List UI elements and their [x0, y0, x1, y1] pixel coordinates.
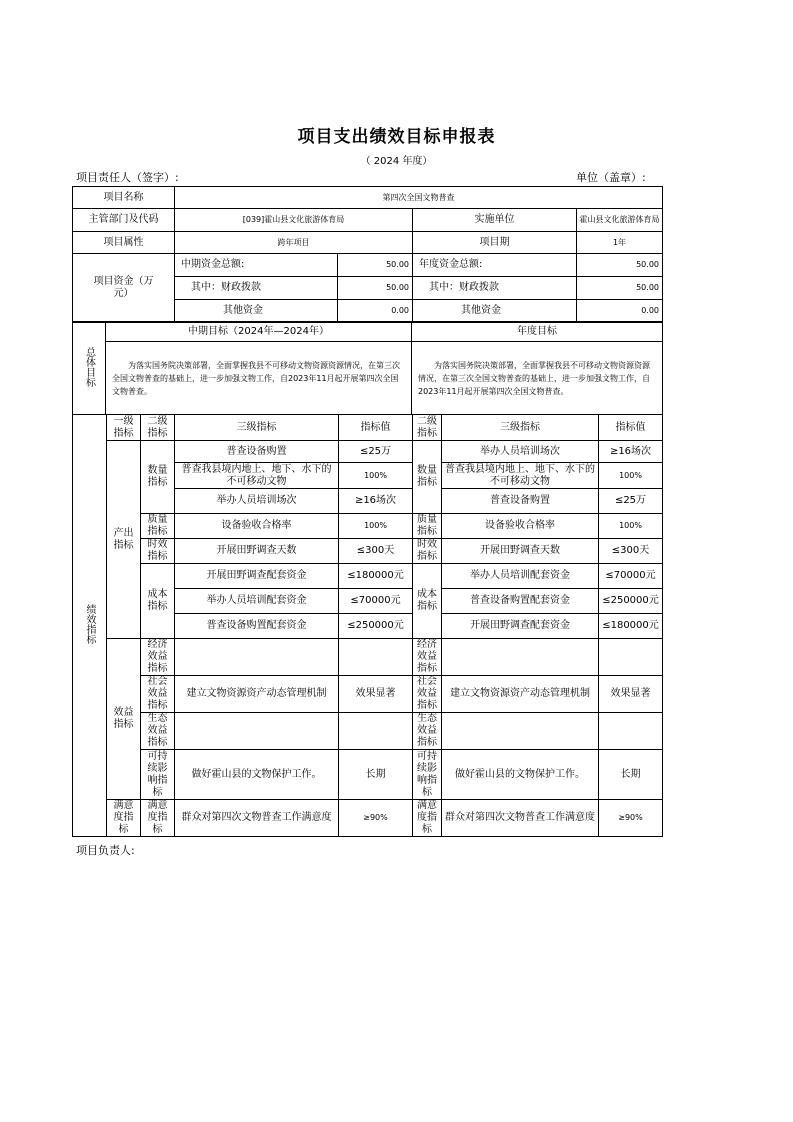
left-q2-value: 100% — [339, 463, 413, 489]
right-c1: 举办人员培训配套资金 — [442, 564, 599, 589]
left-k1-value: 长期 — [339, 750, 413, 800]
timeliness-label-left: 时效指标 — [141, 539, 175, 564]
left-c1: 开展田野调查配套资金 — [175, 564, 339, 589]
cost-label-right: 成本指标 — [413, 564, 442, 639]
left-k1: 做好霍山县的文物保护工作。 — [175, 750, 339, 800]
mid-other-label: 其他资金 — [175, 300, 338, 322]
left-ql1-value: 100% — [339, 514, 413, 539]
left-t1: 开展田野调查天数 — [175, 539, 339, 564]
header-value-right: 指标值 — [599, 415, 663, 441]
header-lvl3-left: 三级指标 — [175, 415, 339, 441]
mid-fiscal-label: 其中：财政拨款 — [175, 277, 338, 300]
year-fiscal-value: 50.00 — [577, 277, 663, 300]
satisfaction-label-right: 满意度指标 — [413, 800, 442, 837]
year-other-label: 其他资金 — [413, 300, 577, 322]
dept-value: [039]霍山县文化旅游体育局 — [175, 209, 413, 232]
left-s1-value: 效果显著 — [339, 676, 413, 713]
ecological-label-right: 生态效益指标 — [413, 713, 442, 750]
right-s1-value: 效果显著 — [599, 676, 663, 713]
left-q2: 普查我县境内地上、地下、水下的不可移动文物 — [175, 463, 339, 489]
left-ql1: 设备验收合格率 — [175, 514, 339, 539]
right-q2-value: 100% — [599, 463, 663, 489]
year-total-value: 50.00 — [577, 254, 663, 277]
mid-fiscal-value: 50.00 — [338, 277, 413, 300]
quality-label-left: 质量指标 — [141, 514, 175, 539]
funds-label: 项目资金（万元） — [73, 254, 175, 322]
right-c1-value: ≤70000元 — [599, 564, 663, 589]
social-label-right: 社会效益指标 — [413, 676, 442, 713]
satisfaction-lvl1-label: 满意度指标 — [107, 800, 141, 837]
left-q3-value: ≥16场次 — [339, 489, 413, 514]
header-lvl1: 一级指标 — [107, 415, 141, 441]
left-c3: 普查设备购置配套资金 — [175, 614, 339, 639]
sustain-label-left: 可持续影响指标 — [141, 750, 175, 800]
quality-label-right: 质量指标 — [413, 514, 442, 539]
right-q1-value: ≥16场次 — [599, 441, 663, 463]
left-q1-value: ≤25万 — [339, 441, 413, 463]
year-other-value: 0.00 — [577, 300, 663, 322]
right-ql1: 设备验收合格率 — [442, 514, 599, 539]
right-t1: 开展田野调查天数 — [442, 539, 599, 564]
footer-responsible-label: 项目负责人: — [76, 844, 135, 857]
year-goal-header: 年度目标 — [412, 323, 663, 342]
sustain-label-right: 可持续影响指标 — [413, 750, 442, 800]
responsible-signature-label: 项目责任人（签字）: — [76, 171, 179, 184]
impl-unit-value: 霍山县文化旅游体育局 — [577, 209, 663, 232]
project-name-value: 第四次全国文物普查 — [175, 187, 663, 209]
right-t1-value: ≤300天 — [599, 539, 663, 564]
cost-label-left: 成本指标 — [141, 564, 175, 639]
left-m1-value: ≥90% — [339, 800, 413, 837]
mid-goal-text: 为落实国务院决策部署，全面掌握我县不可移动文物资源资源情况，在第三次全国文物普查的基础上，进一步加强文物工作，自2023年11月起开展第四次全国文物普查。 — [106, 342, 412, 415]
unit-seal-label: 单位（盖章）: — [576, 171, 646, 184]
mid-total-value: 50.00 — [338, 254, 413, 277]
mid-goal-header: 中期目标（2024年—2024年） — [106, 323, 412, 342]
right-s1: 建立文物资源资产动态管理机制 — [442, 676, 599, 713]
right-k1-value: 长期 — [599, 750, 663, 800]
year-line: （ 2024 年度） — [360, 156, 433, 167]
output-label: 产出指标 — [107, 441, 141, 639]
year-total-label: 年度资金总额: — [413, 254, 577, 277]
project-info-table — [72, 186, 663, 322]
overall-goal-table — [72, 322, 663, 415]
quantity-label-left: 数量指标 — [141, 441, 175, 514]
header-lvl2-right: 二级指标 — [413, 415, 442, 441]
right-m1-value: ≥90% — [599, 800, 663, 837]
timeliness-label-right: 时效指标 — [413, 539, 442, 564]
performance-table — [72, 414, 663, 837]
social-label-left: 社会效益指标 — [141, 676, 175, 713]
right-q1: 举办人员培训场次 — [442, 441, 599, 463]
left-m1: 群众对第四次文物普查工作满意度 — [175, 800, 339, 837]
left-c1-value: ≤180000元 — [339, 564, 413, 589]
economic-label-left: 经济效益指标 — [141, 639, 175, 676]
mid-other-value: 0.00 — [338, 300, 413, 322]
header-lvl3-right: 三级指标 — [442, 415, 599, 441]
perf-label: 绩效指标 — [84, 603, 95, 644]
left-q1: 普查设备购置 — [175, 441, 339, 463]
left-q3: 举办人员培训场次 — [175, 489, 339, 514]
year-fiscal-label: 其中：财政拨款 — [413, 277, 577, 300]
satisfaction-label-left: 满意度指标 — [141, 800, 175, 837]
economic-label-right: 经济效益指标 — [413, 639, 442, 676]
attr-label: 项目属性 — [73, 232, 175, 254]
ecological-label-left: 生态效益指标 — [141, 713, 175, 750]
left-t1-value: ≤300天 — [339, 539, 413, 564]
right-c2-value: ≤250000元 — [599, 589, 663, 614]
right-k1: 做好霍山县的文物保护工作。 — [442, 750, 599, 800]
right-ql1-value: 100% — [599, 514, 663, 539]
right-c2: 普查设备购置配套资金 — [442, 589, 599, 614]
attr-value: 跨年项目 — [175, 232, 413, 254]
year-goal-text: 为落实国务院决策部署，全面掌握我县不可移动文物资源资源情况，在第三次全国文物普查的基础上，进一步加强文物工作，自2023年11月起开展第四次全国文物普查。 — [412, 342, 663, 415]
right-c3-value: ≤180000元 — [599, 614, 663, 639]
header-lvl2-left: 二级指标 — [141, 415, 175, 441]
left-s1: 建立文物资源资产动态管理机制 — [175, 676, 339, 713]
left-c3-value: ≤250000元 — [339, 614, 413, 639]
quantity-label-right: 数量指标 — [413, 441, 442, 514]
dept-label: 主管部门及代码 — [73, 209, 175, 232]
right-c3: 开展田野调查配套资金 — [442, 614, 599, 639]
mid-total-label: 中期资金总额: — [175, 254, 338, 277]
page-title: 项目支出绩效目标申报表 — [297, 127, 496, 147]
right-q2: 普查我县境内地上、地下、水下的不可移动文物 — [442, 463, 599, 489]
project-name-label: 项目名称 — [73, 187, 175, 209]
left-c2: 举办人员培训配套资金 — [175, 589, 339, 614]
right-q3-value: ≤25万 — [599, 489, 663, 514]
overall-goal-label: 总体目标 — [83, 346, 95, 387]
benefit-label: 效益指标 — [107, 639, 141, 800]
header-value-left: 指标值 — [339, 415, 413, 441]
period-label: 项目期 — [413, 232, 577, 254]
right-m1: 群众对第四次文物普查工作满意度 — [442, 800, 599, 837]
impl-unit-label: 实施单位 — [413, 209, 577, 232]
left-c2-value: ≤70000元 — [339, 589, 413, 614]
period-value: 1年 — [577, 232, 663, 254]
right-q3: 普查设备购置 — [442, 489, 599, 514]
